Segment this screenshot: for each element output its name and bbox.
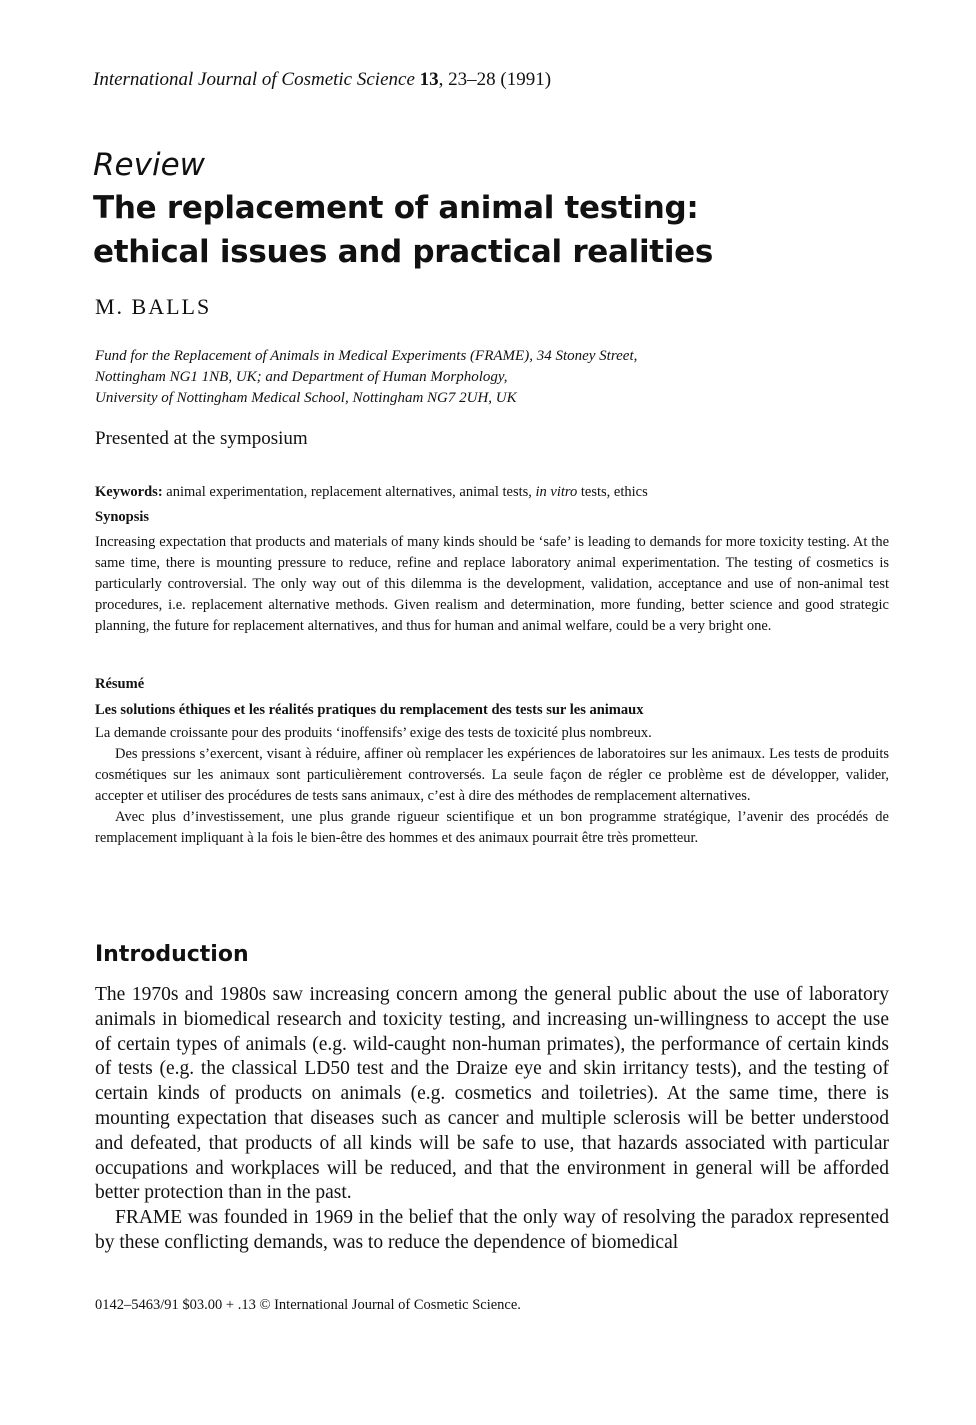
author-name: M. BALLS [95, 294, 212, 319]
article-title-line-1: The replacement of animal testing: [93, 190, 699, 226]
resume-subheading: Les solutions éthiques et les réalités pratiques du remplacement des tests sur les animaux [95, 702, 644, 718]
affiliation-line: University of Nottingham Medical School, Nottingham NG7 2UH, UK [95, 390, 517, 406]
body-paragraph: FRAME was founded in 1969 in the belief that the only way of resolving the paradox represented by these conflicting demands, was to reduce the dependence of biomedical [95, 1207, 889, 1253]
resume-paragraph: Des pressions s’exercent, visant à réduire, affiner où remplacer les expériences de laboratoires sur les animaux. Les tests de produits cosmétiques sur les animaux sont particulièrement controversés. La seule façon de régler ce problème est de développer, valider, accepter et utiliser des procédures de tests sans animaux, c’est à dire des méthodes de remplacement alternatives. [95, 746, 889, 804]
journal-volume: 13 [419, 69, 439, 90]
resume-paragraph: La demande croissante pour des produits ‘inoffensifs’ exige des tests de toxicité plus nombreux. [95, 725, 652, 741]
journal-name: International Journal of Cosmetic Science [93, 69, 415, 90]
keywords-text-end: tests, ethics [577, 484, 648, 500]
affiliation-line: Fund for the Replacement of Animals in Medical Experiments (FRAME), 34 Stoney Street, [95, 348, 638, 364]
synopsis-heading: Synopsis [95, 509, 150, 525]
keywords-italic: in vitro [535, 484, 578, 500]
synopsis-text: Increasing expectation that products and materials of many kinds should be ‘safe’ is leading to demands for more toxicity testing. At the same time, there is mounting pressure to reduce, refine and replace laboratory animal experimentation. The testing of cosmetics is particularly controversial. The only way out of this dilemma is the development, validation, acceptance and use of non-animal test procedures, i.e. replacement alternative methods. Given realism and determination, more funding, better science and good strategic planning, the future for replacement alternatives, and thus for human and animal welfare, could be a very bright one. [95, 534, 889, 634]
author-affiliation [95, 346, 895, 409]
resume-heading: Résumé [95, 676, 145, 692]
keywords-label: Keywords: [95, 484, 163, 500]
journal-citation [93, 68, 793, 92]
article-title-line-2: ethical issues and practical realities [93, 234, 714, 270]
body-paragraph: The 1970s and 1980s saw increasing concern among the general public about the use of laboratory animals in biomedical research and toxicity testing, and increasing un-willingness to accept the use of certain types of animals (e.g. wild-caught non-human primates), the performance of certain kinds of tests (e.g. the classical LD50 test and the Draize eye and skin irritancy tests), and the testing of certain kinds of products on animals (e.g. cosmetics and toiletries). At the same time, there is mounting expectation that diseases such as cancer and multiple sclerosis will be better understood and defeated, that products of all kinds will be safe to use, that hazards associated with particular occupations and workplaces will be reduced, and that the environment in general will be afforded better protection than in the past. [95, 984, 889, 1204]
presented-note: Presented at the symposium [95, 428, 308, 449]
introduction-body [95, 983, 889, 1256]
affiliation-line: Nottingham NG1 1NB, UK; and Department of Human Morphology, [95, 369, 508, 385]
introduction-heading: Introduction [95, 942, 249, 967]
section-label: Review [93, 147, 205, 183]
copyright-footer: 0142–5463/91 $03.00 + .13 © International Journal of Cosmetic Science. [95, 1297, 521, 1313]
keywords [95, 482, 895, 503]
journal-pages-year: , 23–28 (1991) [438, 69, 552, 90]
keywords-text: animal experimentation, replacement alternatives, animal tests, [162, 484, 536, 500]
article-title [93, 186, 913, 274]
resume-text [95, 723, 889, 849]
resume-paragraph: Avec plus d’investissement, une plus grande rigueur scientifique et un bon programme stratégique, l’avenir des procédés de remplacement impliquant à la fois le bien-être des hommes et des animaux pourrait être très prometteur. [95, 809, 889, 846]
